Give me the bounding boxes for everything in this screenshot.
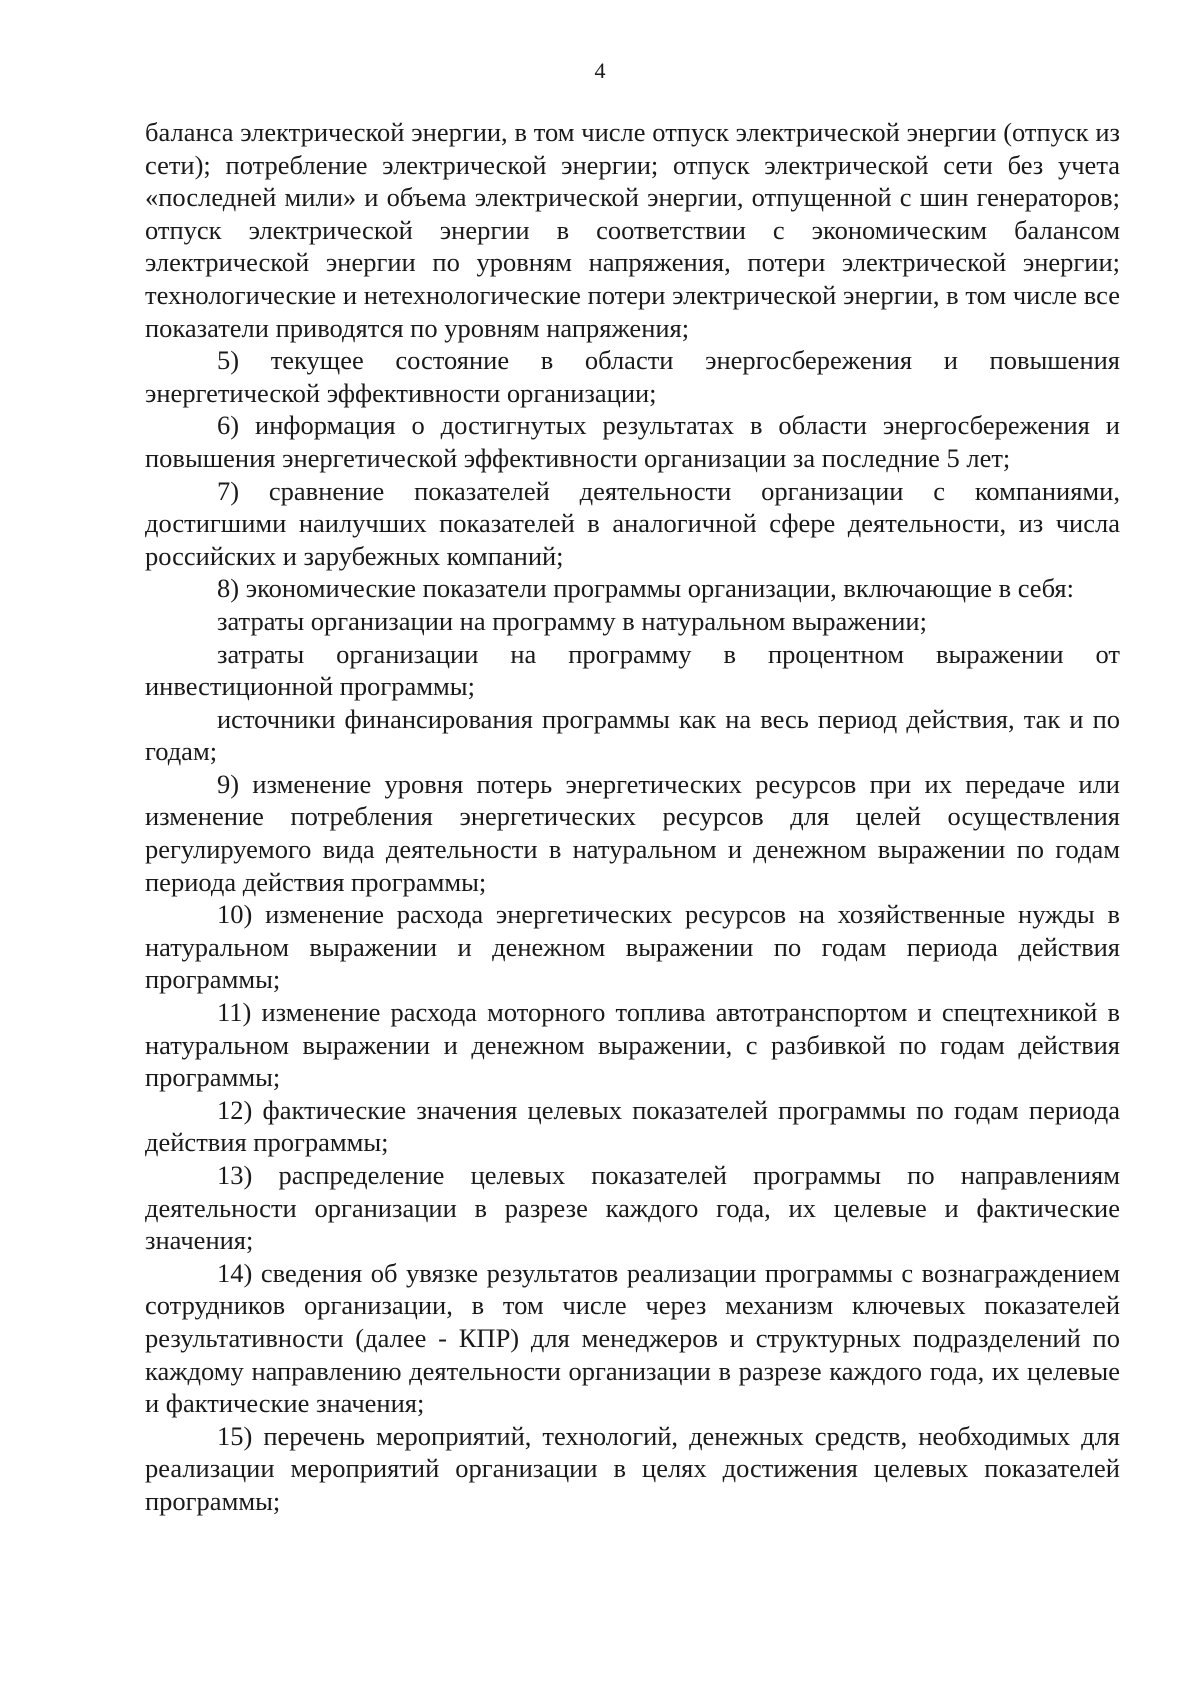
list-item-6: 6) информация о достигнутых результатах в области энергосбережения и повышения энергетической эффективности организации за последние 5 лет;	[145, 410, 1120, 473]
list-item-7: 7) сравнение показателей деятельности организации с компаниями, достигшими наилучших показателей в аналогичной сфере деятельности, из числа российских и зарубежных компаний;	[145, 475, 1120, 571]
document-body	[145, 116, 1120, 1518]
list-item-15: 15) перечень мероприятий, технологий, денежных средств, необходимых для реализации мероприятий организации в целях достижения целевых показателей программы;	[145, 1420, 1120, 1516]
list-item-5: 5) текущее состояние в области энергосбережения и повышения энергетической эффективности организации;	[145, 345, 1120, 408]
page-number: 4	[594, 58, 606, 83]
list-item-8-sub-1: затраты организации на программу в натуральном выражении;	[217, 605, 927, 636]
paragraph-continuation: баланса электрической энергии, в том числе отпуск электрической энергии (отпуск из сети); потребление электрической энергии; отпуск электрической сети без учета «последней мили» и объема электрической энергии, отпущенной с шин генераторов; отпуск электрической энергии в соответствии с экономическим балансом электрической энергии по уровням напряжения, потери электрической энергии; технологические и нетехнологические потери электрической энергии, в том числе все показатели приводятся по уровням напряжения;	[145, 117, 1120, 343]
list-item-8-sub-2: затраты организации на программу в процентном выражении от инвестиционной программы;	[145, 638, 1120, 702]
list-item-13: 13) распределение целевых показателей программы по направлениям деятельности организации в разрезе каждого года, их целевые и фактические значения;	[145, 1160, 1120, 1256]
list-item-11: 11) изменение расхода моторного топлива автотранспортом и спецтехникой в натуральном выражении и денежном выражении, с разбивкой по годам действия программы;	[145, 997, 1120, 1093]
list-item-10: 10) изменение расхода энергетических ресурсов на хозяйственные нужды в натуральном выражении и денежном выражении по годам периода действия программы;	[145, 899, 1120, 995]
list-item-8-sub-3: источники финансирования программы как на весь период действия, так и по годам;	[145, 703, 1120, 767]
list-item-12: 12) фактические значения целевых показателей программы по годам периода действия программы;	[145, 1094, 1120, 1158]
list-item-14: 14) сведения об увязке результатов реализации программы с вознаграждением сотрудников организации, в том числе через механизм ключевых показателей результативности (далее - КПР) для менеджеров и структурных подразделений по каждому направлению деятельности организации в разрезе каждого года, их целевые и фактические значения;	[145, 1257, 1120, 1419]
list-item-8: 8) экономические показатели программы организации, включающие в себя:	[217, 573, 1074, 604]
list-item-9: 9) изменение уровня потерь энергетических ресурсов при их передаче или изменение потребления энергетических ресурсов для целей осуществления регулируемого вида деятельности в натуральном и денежном выражении по годам периода действия программы;	[145, 768, 1120, 897]
